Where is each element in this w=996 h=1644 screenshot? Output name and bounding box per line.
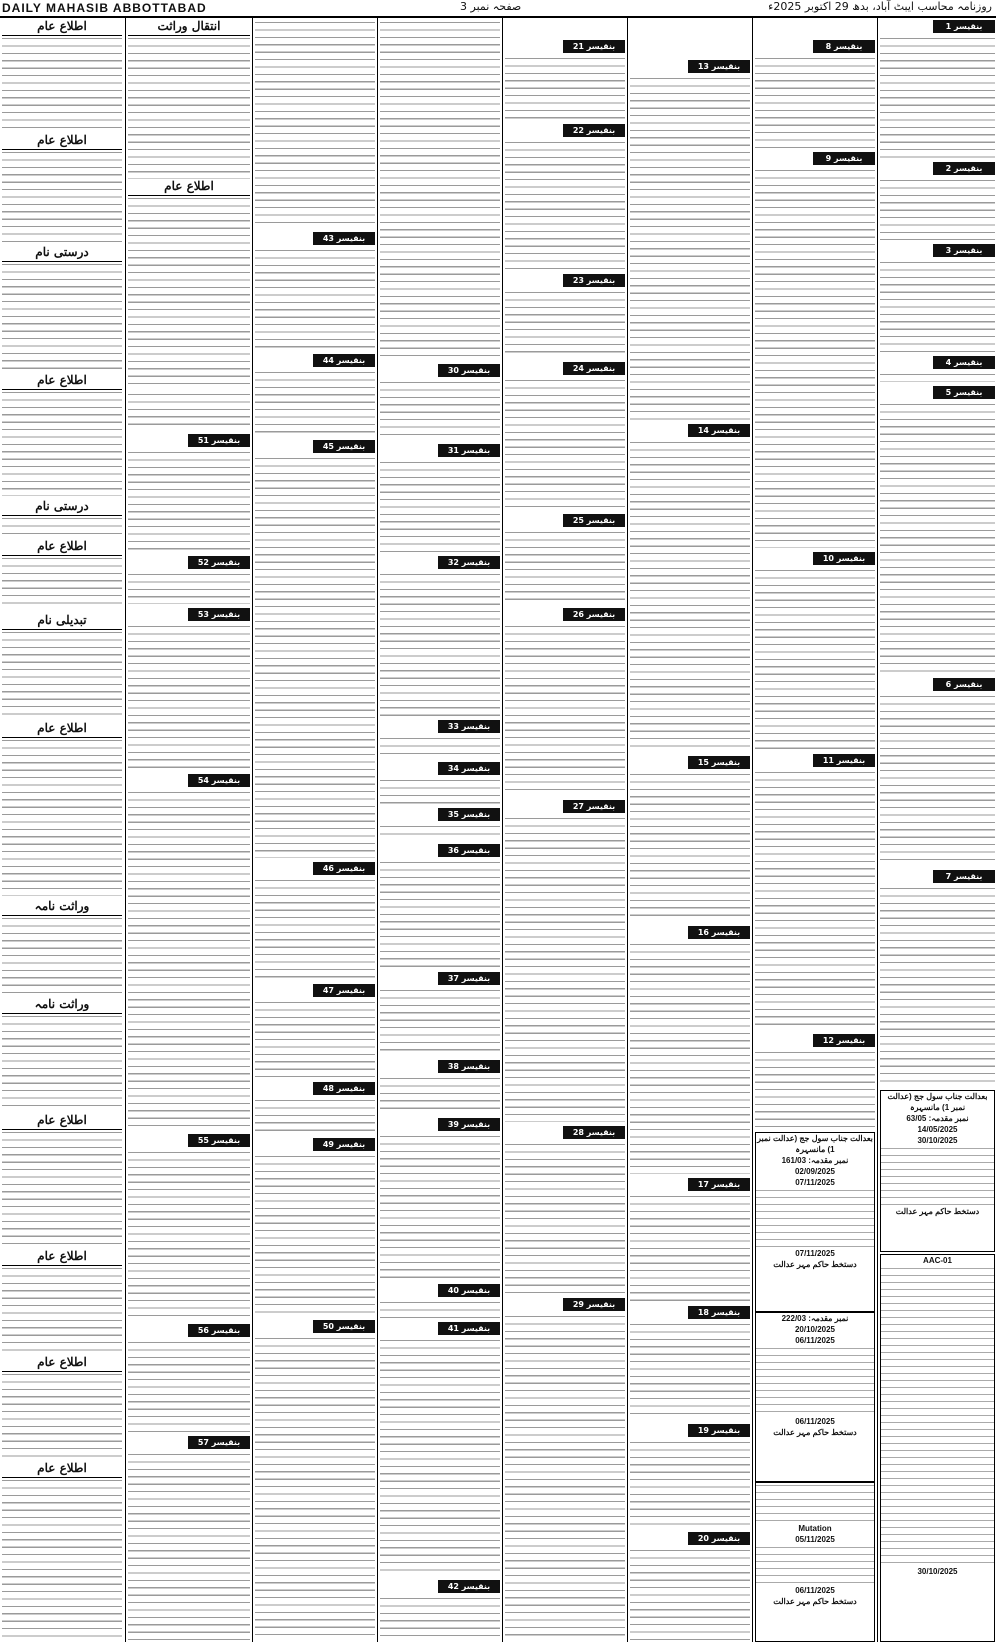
notice-20 (628, 1530, 752, 1640)
notice-badge: بنقیسر 24 (563, 362, 625, 375)
column-5 (377, 18, 502, 1642)
notice-badge: بنقیسر 45 (313, 440, 375, 453)
notice-badge: بنقیسر 17 (688, 1178, 750, 1191)
notice-badge: بنقیسر 6 (933, 678, 995, 691)
notice-15 (628, 754, 752, 922)
notice-35 (378, 806, 502, 840)
notice-37 (378, 970, 502, 1056)
notice-badge: بنقیسر 52 (188, 556, 250, 569)
notice-col6-top (253, 18, 377, 228)
notice-8 (753, 38, 877, 148)
notice-heading: درستی نام (2, 499, 122, 516)
notice-badge: بنقیسر 57 (188, 1436, 250, 1449)
notice-badge: بنقیسر 3 (933, 244, 995, 257)
notice-badge: بنقیسر 5 (933, 386, 995, 399)
notice-badge: بنقیسر 2 (933, 162, 995, 175)
notice-12 (753, 1032, 877, 1130)
notice-heading: تبدیلی نام (2, 613, 122, 630)
notice-tabdeeli (0, 612, 124, 718)
notice-darusti-1 (0, 244, 124, 370)
notice-badge: بنقیسر 47 (313, 984, 375, 997)
notice-badge: بنقیسر 31 (438, 444, 500, 457)
notice-badge: بنقیسر 14 (688, 424, 750, 437)
notice-heading: اطلاع عام (2, 721, 122, 738)
notice-badge: بنقیسر 37 (438, 972, 500, 985)
notice-40 (378, 1282, 502, 1318)
notice-38 (378, 1058, 502, 1114)
notice-29 (503, 1296, 627, 1640)
notice-26 (503, 606, 627, 796)
notice-46 (253, 860, 377, 980)
notice-28 (503, 1124, 627, 1294)
notice-52 (126, 554, 252, 604)
notice-badge: بنقیسر 21 (563, 40, 625, 53)
notice-ittila-2 (0, 132, 124, 242)
notice-badge: بنقیسر 4 (933, 356, 995, 369)
notice-heading: درستی نام (2, 245, 122, 262)
notice-heading: اطلاع عام (2, 1113, 122, 1130)
notice-ittila-10 (0, 1460, 124, 1640)
notice-col5-top (378, 18, 502, 360)
notice-heading: اطلاع عام (2, 19, 122, 36)
notice-badge: بنقیسر 30 (438, 364, 500, 377)
notice-badge: بنقیسر 36 (438, 844, 500, 857)
notice-badge: بنقیسر 46 (313, 862, 375, 875)
notice-badge: بنقیسر 50 (313, 1320, 375, 1333)
column-3 (627, 18, 752, 1642)
notice-ittila-9 (0, 1354, 124, 1458)
notice-heading: وراثت نامہ (2, 899, 122, 916)
court-notice-4: نمبر مقدمہ: 222/03 20/10/2025 06/11/2025 06/11/2025 دستخط حاکم مہر عدالت (755, 1312, 875, 1482)
notice-badge: بنقیسر 1 (933, 20, 995, 33)
notice-badge: بنقیسر 53 (188, 608, 250, 621)
notice-badge: بنقیسر 39 (438, 1118, 500, 1131)
notice-badge: بنقیسر 49 (313, 1138, 375, 1151)
page-number: صفحہ نمبر 3 (460, 0, 522, 13)
notice-45 (253, 438, 377, 858)
notice-badge: بنقیسر 42 (438, 1580, 500, 1593)
notice-badge: بنقیسر 12 (813, 1034, 875, 1047)
notice-badge: بنقیسر 25 (563, 514, 625, 527)
notice-13 (628, 58, 752, 420)
notice-18 (628, 1304, 752, 1420)
notice-tma (126, 390, 252, 430)
notice-badge: بنقیسر 11 (813, 754, 875, 767)
notice-53 (126, 606, 252, 770)
notice-badge: بنقیسر 18 (688, 1306, 750, 1319)
notice-16 (628, 924, 752, 1174)
court-notice-5: Mutation 05/11/2025 06/11/2025 دستخط حاکم مہر عدالت (755, 1482, 875, 1642)
notice-badge: بنقیسر 40 (438, 1284, 500, 1297)
notice-ittila-6 (0, 720, 124, 896)
notice-badge: بنقیسر 16 (688, 926, 750, 939)
notice-badge: بنقیسر 15 (688, 756, 750, 769)
notice-badge: بنقیسر 33 (438, 720, 500, 733)
notice-41 (378, 1320, 502, 1576)
notice-54 (126, 772, 252, 1130)
notice-badge: بنقیسر 20 (688, 1532, 750, 1545)
notice-badge: بنقیسر 44 (313, 354, 375, 367)
notice-ittila-8 (0, 1248, 124, 1352)
notice-heading: اطلاع عام (128, 179, 250, 196)
notice-3 (878, 242, 996, 352)
notice-heading: اطلاع عام (2, 539, 122, 556)
notice-badge: بنقیسر 56 (188, 1324, 250, 1337)
notice-42 (378, 1578, 502, 1640)
column-2 (752, 18, 877, 1642)
notice-badge: بنقیسر 28 (563, 1126, 625, 1139)
column-4 (502, 18, 627, 1642)
notice-wirasat-2 (0, 996, 124, 1110)
notice-heading: وراثت نامہ (2, 997, 122, 1014)
masthead (0, 0, 996, 18)
notice-19 (628, 1422, 752, 1528)
notice-ittila-7 (0, 1112, 124, 1246)
notice-11 (753, 752, 877, 1030)
notice-21 (503, 38, 627, 120)
notice-heading: اطلاع عام (2, 1249, 122, 1266)
notice-badge: بنقیسر 26 (563, 608, 625, 621)
notice-44 (253, 352, 377, 436)
notice-badge: بنقیسر 23 (563, 274, 625, 287)
notice-10 (753, 550, 877, 750)
notice-badge: بنقیسر 34 (438, 762, 500, 775)
notice-24 (503, 360, 627, 510)
notice-14 (628, 422, 752, 752)
notice-badge: بنقیسر 13 (688, 60, 750, 73)
notice-4 (878, 354, 996, 382)
column-6 (252, 18, 377, 1642)
notice-43 (253, 230, 377, 350)
notice-17 (628, 1176, 752, 1302)
notice-55 (126, 1132, 252, 1320)
notice-badge: بنقیسر 29 (563, 1298, 625, 1311)
notice-badge: بنقیسر 10 (813, 552, 875, 565)
notice-48 (253, 1080, 377, 1134)
notice-36 (378, 842, 502, 968)
notice-27 (503, 798, 627, 1122)
notice-2 (878, 160, 996, 240)
notice-22 (503, 122, 627, 270)
notice-23 (503, 272, 627, 358)
notice-heading: انتقال وراثت (128, 19, 250, 36)
newspaper-name: DAILY MAHASIB ABBOTTABAD (2, 1, 207, 15)
notice-ittila-4 (0, 372, 124, 496)
notice-31 (378, 442, 502, 552)
column-8 (0, 18, 124, 1642)
notice-33 (378, 718, 502, 758)
notice-badge: بنقیسر 22 (563, 124, 625, 137)
notice-badge: بنقیسر 9 (813, 152, 875, 165)
notice-5 (878, 384, 996, 674)
notice-badge: بنقیسر 32 (438, 556, 500, 569)
notice-badge: بنقیسر 41 (438, 1322, 500, 1335)
notice-badge: بنقیسر 8 (813, 40, 875, 53)
notice-badge: بنقیسر 54 (188, 774, 250, 787)
dateline: روزنامہ محاسب ایبٹ آباد، بدھ 29 اکتوبر 2025ء (768, 0, 992, 13)
notice-wirasat-1 (0, 898, 124, 994)
column-1 (877, 18, 996, 1642)
notice-56 (126, 1322, 252, 1432)
notice-badge: بنقیسر 55 (188, 1134, 250, 1147)
notice-34 (378, 760, 502, 804)
notice-25 (503, 512, 627, 604)
notice-ittila-5 (0, 538, 124, 610)
court-notice-3: AAC-01 30/10/2025 (880, 1254, 995, 1642)
notice-badge: بنقیسر 27 (563, 800, 625, 813)
notice-39 (378, 1116, 502, 1280)
notice-badge: بنقیسر 19 (688, 1424, 750, 1437)
notice-6 (878, 676, 996, 866)
court-notice-1: بعدالت جناب سول جج (عدالت نمبر 1) مانسہرہ نمبر مقدمہ: 63/05 14/05/2025 30/10/2025 دستخط حاکم مہر عدالت (880, 1090, 995, 1252)
notice-badge: بنقیسر 43 (313, 232, 375, 245)
notice-badge: بنقیسر 48 (313, 1082, 375, 1095)
notice-7 (878, 868, 996, 1088)
notice-30 (378, 362, 502, 440)
notice-32 (378, 554, 502, 716)
court-notice-2: بعدالت جناب سول جج (عدالت نمبر 1) مانسہرہ نمبر مقدمہ: 161/03 02/09/2025 07/11/2025 07/11/2025 دستخط حاکم مہر عدالت (755, 1132, 875, 1312)
notice-ittila-1 (0, 18, 124, 130)
notice-49 (253, 1136, 377, 1316)
notice-ittila-col7 (126, 178, 252, 388)
notice-51 (126, 432, 252, 552)
notice-badge: بنقیسر 38 (438, 1060, 500, 1073)
column-7 (125, 18, 252, 1642)
notice-1 (878, 18, 996, 158)
notice-heading: اطلاع عام (2, 1461, 122, 1478)
notice-heading: اطلاع عام (2, 373, 122, 390)
notice-badge: بنقیسر 35 (438, 808, 500, 821)
notice-heading: اطلاع عام (2, 133, 122, 150)
notice-badge: بنقیسر 7 (933, 870, 995, 883)
notice-57 (126, 1434, 252, 1640)
notice-9 (753, 150, 877, 548)
notice-47 (253, 982, 377, 1078)
notice-badge: بنقیسر 51 (188, 434, 250, 447)
notice-50 (253, 1318, 377, 1640)
notice-heading: اطلاع عام (2, 1355, 122, 1372)
